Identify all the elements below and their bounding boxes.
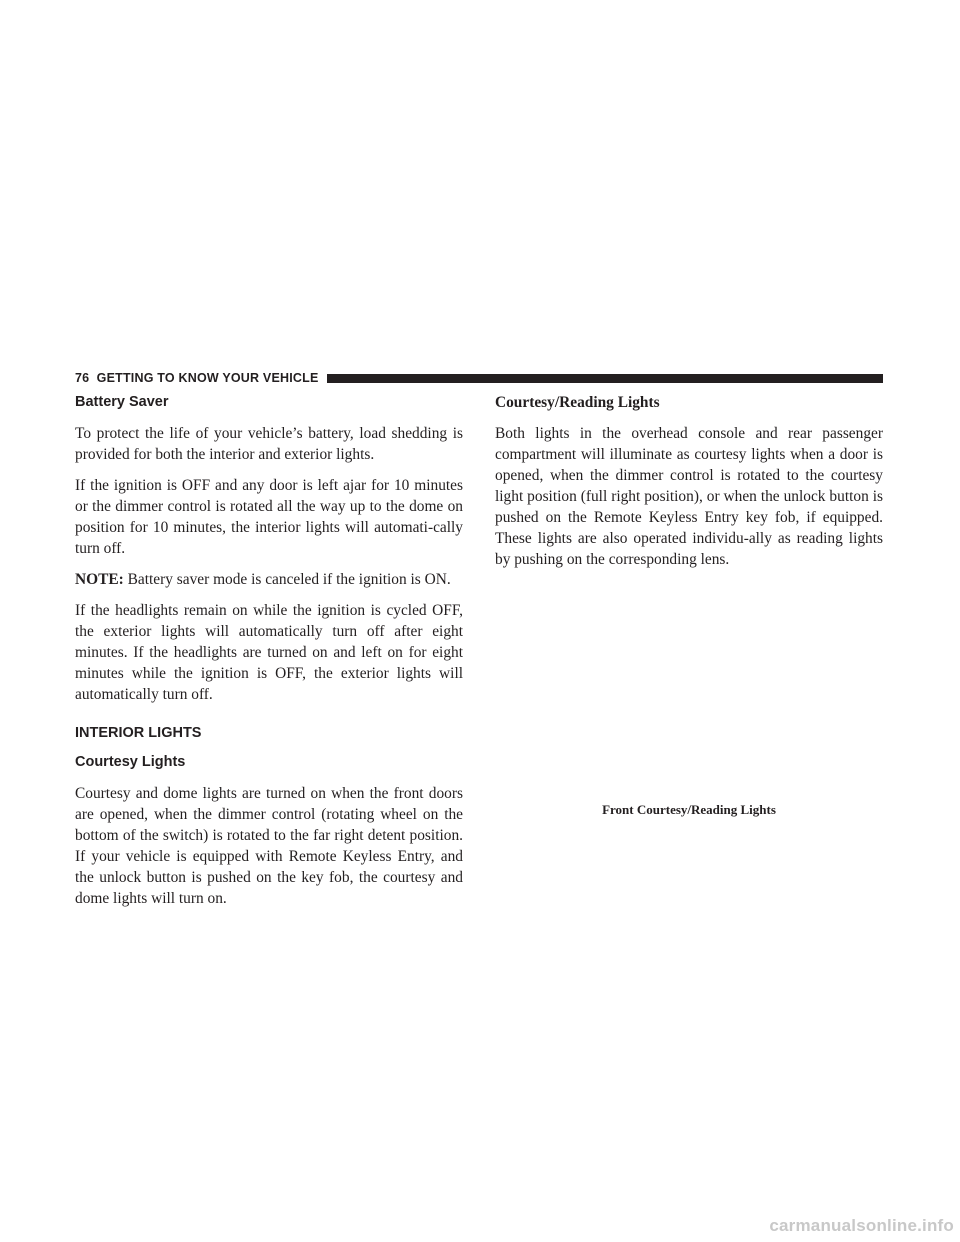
battery-saver-paragraph-2: If the ignition is OFF and any door is left ajar for 10 minutes or the dimmer control is rotated all the way up to the dome on position for 10 minutes, the interior lights will automati-cally turn off. — [75, 477, 463, 557]
note-text: Battery saver mode is canceled if the ignition is ON. — [123, 571, 451, 588]
figure-caption: Front Courtesy/Reading Lights — [602, 802, 776, 817]
page-header — [75, 370, 883, 386]
header-rule — [327, 374, 884, 383]
courtesy-reading-lights-heading: Courtesy/Reading Lights — [495, 394, 660, 411]
battery-saver-paragraph-3: If the headlights remain on while the ignition is cycled OFF, the exterior lights will automatically turn off after eight minutes. If the headlights are turned on and left on for eight minutes while the ignition is OFF, the exterior lights will automatically turn off. — [75, 602, 463, 703]
courtesy-lights-heading: Courtesy Lights — [75, 754, 186, 770]
courtesy-lights-paragraph: Courtesy and dome lights are turned on when the front doors are opened, when the dimmer control (rotating wheel on the bottom of the switch) is rotated to the far right detent position. If your vehicle is equipped with Remote Keyless Entry, and the unlock button is pushed on the key fob, the courtesy and dome lights will turn on. — [75, 785, 463, 907]
battery-saver-paragraph-1: To protect the life of your vehicle’s battery, load shedding is provided for both the interior and exterior lights. — [75, 425, 463, 463]
interior-lights-heading: INTERIOR LIGHTS — [75, 725, 202, 741]
battery-saver-heading: Battery Saver — [75, 394, 169, 410]
page-number: 76 — [75, 371, 90, 385]
battery-saver-note — [75, 569, 463, 590]
section-title: GETTING TO KNOW YOUR VEHICLE — [96, 371, 319, 385]
note-label: NOTE: — [75, 571, 124, 588]
page-header-text — [75, 371, 319, 385]
right-column — [495, 392, 883, 580]
left-column — [75, 392, 463, 919]
courtesy-reading-lights-paragraph: Both lights in the overhead console and rear passenger compartment will illuminate as courtesy lights when a door is opened, when the dimmer control is rotated to the courtesy light position (full right position), or when the unlock button is pushed on the Remote Keyless Entry key fob, if equipped. These lights are also operated individu-ally as reading lights by pushing on the corresponding lens. — [495, 425, 883, 568]
watermark: carmanualsonline.info — [769, 1216, 954, 1235]
